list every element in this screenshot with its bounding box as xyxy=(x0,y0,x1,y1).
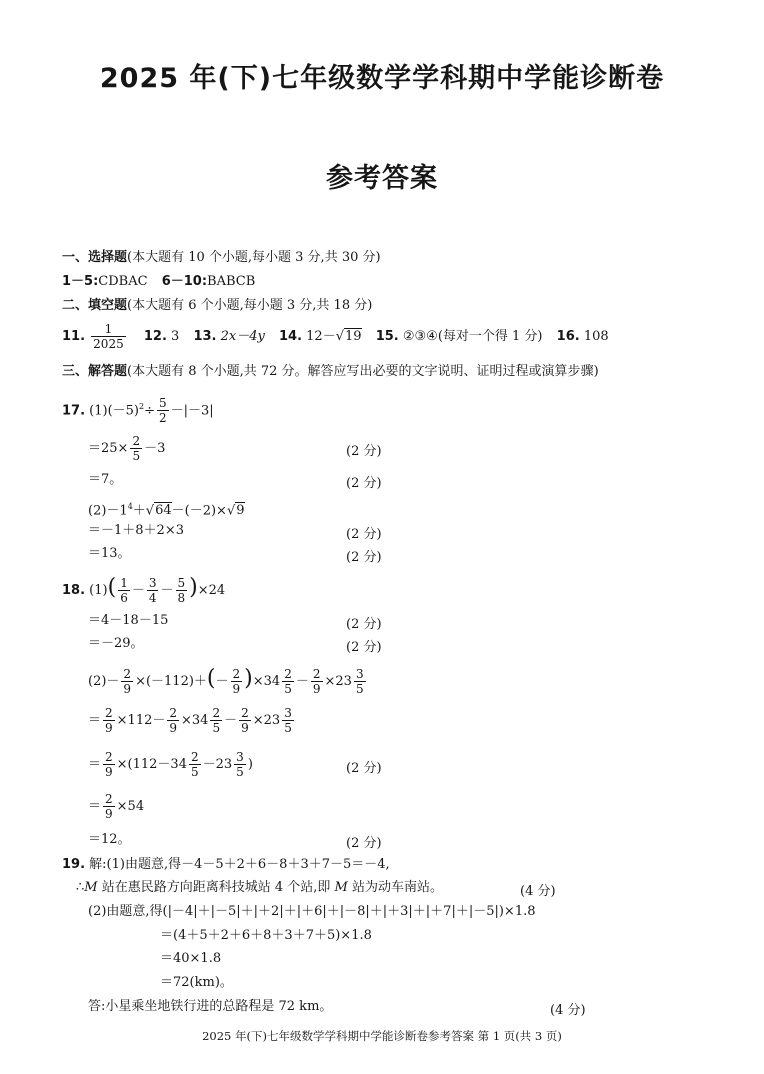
section-desc: (本大题有 8 个小题,共 72 分。解答应写出必要的文字说明、证明过程或演算步骤) xyxy=(127,364,599,379)
answer-range-label: 6－10: xyxy=(161,274,208,289)
answer: 108 xyxy=(583,329,609,344)
fraction: $\frac{2}{9}$ xyxy=(312,667,321,696)
expr: (1)(－5) xyxy=(89,403,140,419)
fraction: $\frac{2}{9}$ xyxy=(105,750,113,779)
fraction: $\frac{1}{6}$ xyxy=(120,576,128,605)
question-number: 19. xyxy=(62,857,86,872)
score: (4 分) xyxy=(520,884,556,899)
expr: ×(112－34 xyxy=(116,757,187,772)
section-desc: (本大题有 6 个小题,每小题 3 分,共 18 分) xyxy=(127,298,373,313)
answer: 2x－4y xyxy=(220,329,265,344)
answer: ②③④(每对一个得 1 分) xyxy=(402,329,543,344)
fraction: $\frac{3}{5}$ xyxy=(284,706,292,735)
radicand: 19 xyxy=(345,329,362,344)
expr: ×23 xyxy=(252,713,281,728)
var: M xyxy=(84,880,98,895)
fraction: $\frac{2}{9}$ xyxy=(241,706,249,735)
score: (2 分) xyxy=(346,550,382,565)
expr: ×(－112)＋ xyxy=(135,674,207,689)
q19-line2 xyxy=(76,880,443,896)
section-label: 三、解答题 xyxy=(62,364,128,379)
paren: ) xyxy=(244,666,253,691)
q19-line7: 答:小星乘坐地铁行进的总路程是 72 km。 xyxy=(88,999,333,1014)
solution-text: 站在惠民路方向距离科技城站 4 个站,即 xyxy=(97,880,335,895)
expr: ) xyxy=(247,757,253,772)
expr: －(－2)× xyxy=(171,503,227,519)
q18-step6: ＝12。 xyxy=(88,832,131,847)
question-number: 16. xyxy=(556,329,580,344)
expr: ＝ xyxy=(88,713,102,728)
score: (2 分) xyxy=(346,761,382,776)
solution-text: 解:(1)由题意,得－4－5＋2＋6－8＋3＋7－5＝－4, xyxy=(89,857,390,872)
exponent: 4 xyxy=(127,502,133,511)
q19-line6: ＝72(km)。 xyxy=(160,975,233,990)
paren: ( xyxy=(107,575,117,600)
section-label: 一、选择题 xyxy=(62,250,128,265)
q17-step2: ＝7。 xyxy=(88,472,123,487)
question-number: 11. xyxy=(62,329,86,344)
fraction: $\frac{2}{9}$ xyxy=(169,706,178,735)
radicand: 64 xyxy=(155,503,172,519)
q17-part2 xyxy=(88,499,245,519)
q17-step1 xyxy=(88,434,165,463)
expr: ×112－ xyxy=(116,713,166,728)
answer-values: CDBAC xyxy=(98,274,148,289)
answer: 12－ xyxy=(306,329,336,344)
score: (2 分) xyxy=(346,444,382,459)
expr: － xyxy=(131,583,145,598)
question-number: 13. xyxy=(193,329,217,344)
fraction: $\frac{3}{4}$ xyxy=(148,576,157,605)
sqrt-sign: √ xyxy=(145,503,155,519)
section-label: 二、填空题 xyxy=(62,298,128,313)
expr: ＝ xyxy=(88,799,102,814)
q17-step3: ＝－1＋8＋2×3 xyxy=(88,523,184,538)
q18-step5 xyxy=(88,792,144,822)
section-fill-header xyxy=(62,298,372,314)
fraction: $\frac{2}{9}$ xyxy=(105,706,113,735)
fraction: $\frac{2}{9}$ xyxy=(123,667,132,696)
solution-text: 站为动车南站。 xyxy=(347,880,443,895)
answer-range-label: 1－5: xyxy=(62,274,99,289)
q18-step4 xyxy=(88,750,253,780)
q18-part2 xyxy=(88,664,368,697)
section-choice-header xyxy=(62,250,381,266)
fraction: $\frac{2}{5}$ xyxy=(212,706,221,735)
fraction: $\frac{2}{9}$ xyxy=(105,792,113,821)
sqrt-sign: √ xyxy=(335,329,344,344)
expr: ＝25× xyxy=(88,441,129,456)
fraction: $\frac{2}{5}$ xyxy=(132,434,141,463)
q19-line5: ＝40×1.8 xyxy=(160,951,222,966)
expr: (2)－ xyxy=(88,674,120,689)
score: (2 分) xyxy=(346,640,382,655)
q17-step4: ＝13。 xyxy=(88,546,131,561)
score: (2 分) xyxy=(346,527,382,542)
fraction: $\frac{2}{5}$ xyxy=(284,667,292,696)
expr: －23 xyxy=(202,757,233,772)
fraction: $\frac{1}{2025}$ xyxy=(93,322,124,351)
section-solve-header xyxy=(62,364,599,380)
answer: 3 xyxy=(171,329,180,344)
therefore-symbol: ∴ xyxy=(76,880,85,895)
q18-part1 xyxy=(62,573,225,606)
exponent: 2 xyxy=(139,402,145,411)
expr: － xyxy=(295,674,309,689)
q18-step2: ＝－29。 xyxy=(88,636,144,651)
page-title: 2025 年(下)七年级数学学科期中学能诊断卷 xyxy=(99,63,665,94)
question-number: 12. xyxy=(143,329,167,344)
fraction: $\frac{2}{9}$ xyxy=(232,667,241,696)
fraction: $\frac{3}{5}$ xyxy=(355,667,364,696)
expr: －3 xyxy=(144,441,166,456)
q19-line3: (2)由题意,得(|－4|＋|－5|＋|＋2|＋|＋6|＋|－8|＋|＋3|＋|＋7|＋|－5|)×1.8 xyxy=(88,904,536,919)
page-footer: 2025 年(下)七年级数学学科期中学能诊断卷参考答案 第 1 页(共 3 页) xyxy=(202,1029,562,1043)
question-number: 14. xyxy=(278,329,303,344)
expr: (2)－1 xyxy=(88,503,128,519)
q18-step3 xyxy=(88,706,296,736)
question-number: 17. xyxy=(62,403,86,419)
section-desc: (本大题有 10 个小题,每小题 3 分,共 30 分) xyxy=(127,250,381,265)
answer-values: BABCB xyxy=(207,274,256,289)
expr: ÷ xyxy=(144,403,156,419)
expr: ×54 xyxy=(116,799,145,814)
score: (2 分) xyxy=(346,476,382,491)
fill-answers xyxy=(62,322,609,351)
expr: －|－3| xyxy=(170,403,214,419)
q18-step1: ＝4－18－15 xyxy=(88,613,169,628)
expr: ×24 xyxy=(197,583,226,598)
fraction: $\frac{5}{2}$ xyxy=(159,396,167,426)
page-subtitle: 参考答案 xyxy=(326,163,438,194)
expr: － xyxy=(224,713,238,728)
question-number: 18. xyxy=(62,583,86,598)
fraction: $\frac{5}{8}$ xyxy=(177,576,186,605)
expr: ×34 xyxy=(181,713,209,728)
expr: ×34 xyxy=(252,674,281,689)
expr: ＝ xyxy=(88,757,102,772)
score: (2 分) xyxy=(346,836,382,851)
paren: ( xyxy=(206,666,216,691)
q19-line4: ＝(4＋5＋2＋6＋8＋3＋7＋5)×1.8 xyxy=(160,928,372,943)
q19-line1 xyxy=(62,857,390,873)
var: M xyxy=(334,880,348,895)
expr: ＋ xyxy=(132,503,146,519)
expr: － xyxy=(215,674,229,689)
expr: ×23 xyxy=(324,674,352,689)
sqrt-sign: √ xyxy=(226,503,236,519)
expr: (1) xyxy=(89,583,108,598)
score: (4 分) xyxy=(550,1003,586,1018)
q17-part1 xyxy=(62,393,214,425)
fraction: $\frac{3}{5}$ xyxy=(236,750,244,779)
fraction: $\frac{2}{5}$ xyxy=(190,750,199,779)
score: (2 分) xyxy=(346,617,382,632)
choice-answers xyxy=(62,274,255,290)
radicand: 9 xyxy=(236,503,245,519)
question-number: 15. xyxy=(375,329,399,344)
paren: ) xyxy=(189,575,198,600)
expr: － xyxy=(160,583,174,598)
